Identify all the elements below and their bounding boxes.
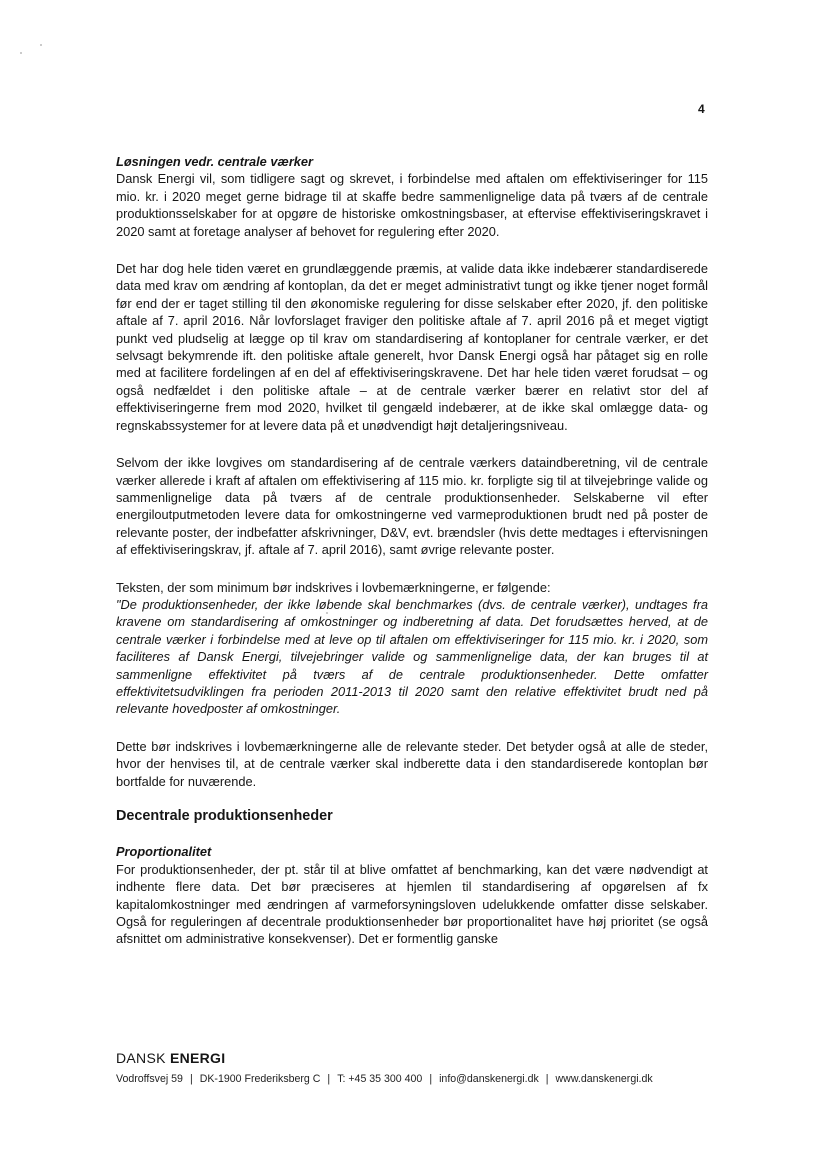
- quote-intro: Teksten, der som minimum bør indskrives i lovbemærkningerne, er følgende:: [116, 579, 551, 595]
- paragraph: Dette bør indskrives i lovbemærkningerne alle de relevante steder. Det betyder også at alle de steder, hvor der henvises til, at de centrale værker skal indberette data i den standardiserede kontoplan bør bortfalde for nuværende.: [116, 738, 708, 789]
- paragraph: Dansk Energi vil, som tidligere sagt og skrevet, i forbindelse med aftalen om effektiviseringer for 115 mio. kr. i 2020 meget gerne bidrage til at skaffe bedre sammenlignelige data på tværs af de centrale produktionsselskaber for at opgøre de historiske omkostningsbaser, at eftervise effektiviseringskravet i 2020 samt at foretage analyser af behovet for regulering efter 2020.: [116, 171, 708, 239]
- separator: |: [327, 1073, 331, 1085]
- brand-light: DANSK: [116, 1050, 166, 1066]
- phone: T: +45 35 300 400: [337, 1073, 423, 1085]
- brand-logo: [116, 1050, 716, 1066]
- email: info@danskenergi.dk: [439, 1073, 539, 1085]
- brand-bold: ENERGI: [169, 1050, 226, 1066]
- footer: [116, 1050, 716, 1085]
- section-decentral: [116, 808, 708, 948]
- paragraph: Det har dog hele tiden været en grundlæggende præmis, at valide data ikke indebærer standardiserede data med krav om ændring af kontoplan, da det er meget administrativt tungt og ikke tjener noget formål før end der er taget stilling til den økonomiske regulering for disse selskaber efter 2020, jf. den politiske aftale af 7. april 2016. Når lovforslaget fraviger den politiske aftale af 7. april 2016 på et meget vigtigt punkt ved pludselig at lægge op til krav om standardisering af kontoplaner for centrale værker, er det selvsagt bekymrende ift. den politiske aftale generelt, hvor Dansk Energi også har påtaget sig en rolle med at facilitere fordelingen af en del af effektiviseringskravene. Det har hele tiden været forudsat – og også nedfældet i den politiske aftale – at de centrale værker bærer en relativt stor del af effektiviseringerne frem mod 2020, hvilket til gengæld indebærer, at de ikke skal omlægge data- og regnskabssystemer for at levere data på et unødvendigt højt detaljeringsniveau.: [116, 261, 708, 433]
- address: Vodroffsvej 59: [116, 1073, 183, 1085]
- scan-speck: [20, 52, 22, 54]
- contact-line: [116, 1073, 716, 1085]
- subheading: Proportionalitet: [116, 844, 212, 860]
- section-heading: Løsningen vedr. centrale værker: [116, 154, 314, 169]
- quoted-text: "De produktionsenheder, der ikke løbende skal benchmarkes (dvs. de centrale værker), undtages fra kravene om standardisering af omkostninger og indberetning af data. Det forudsættes herved, at de centrale værker i forbindelse med at leve op til aftalen om effektiviseringer for 115 mio. kr. i 2020, som faciliteres af Dansk Energi, tilvejebringer valide og sammenlignelige data, der kan bruges til at sammenligne effektivitet på tværs af de centrale produktionsenheder. Dette omfatter effektivitetsudviklingen fra perioden 2011-2013 til 2020 samt den relative effektivitet brudt ned på relevante hovedposter af omkostninger.: [116, 596, 708, 717]
- document-body: [116, 153, 708, 948]
- page-number: 4: [698, 102, 705, 116]
- separator: |: [189, 1073, 193, 1085]
- section-title: Decentrale produktionsenheder: [116, 808, 333, 824]
- website: www.danskenergi.dk: [555, 1073, 653, 1085]
- paragraph: Selvom der ikke lovgives om standardisering af de centrale værkers dataindberetning, vil de centrale værker allerede i kraft af aftalen om effektivisering af 115 mio. kr. forpligte sig til at tilvejebringe valide og sammenlignelige data på tværs af de centrale produktionsenheder. Selskaberne vil efter energiloutputmetoden levere data for omkostningerne ved varmeproduktionen brudt ned på poster de relevante poster, der indbefatter afskrivninger, D&V, evt. brændsler (hvis dette medtages i eftervisningen af effektiviseringskrav, jf. aftale af 7. april 2016), samt øvrige relevante poster.: [116, 455, 708, 558]
- paragraph: For produktionsenheder, der pt. står til at blive omfattet af benchmarking, kan det være nødvendigt at indhente flere data. Det bør præciseres at hjemlen til standardisering af opgørelsen af fx kapitalomkostninger med ændringen af varmeforsyningsloven udelukkende omfatter disse selskaber. Også for reguleringen af decentrale produktionsenheder bør proportionalitet have høj prioritet (se også afsnittet om administrative konsekvenser). Det er formentlig ganske: [116, 861, 708, 947]
- separator: |: [429, 1073, 433, 1085]
- city: DK-1900 Frederiksberg C: [199, 1073, 321, 1085]
- section-solution: [116, 153, 708, 790]
- separator: |: [545, 1073, 549, 1085]
- scan-speck: [40, 44, 42, 46]
